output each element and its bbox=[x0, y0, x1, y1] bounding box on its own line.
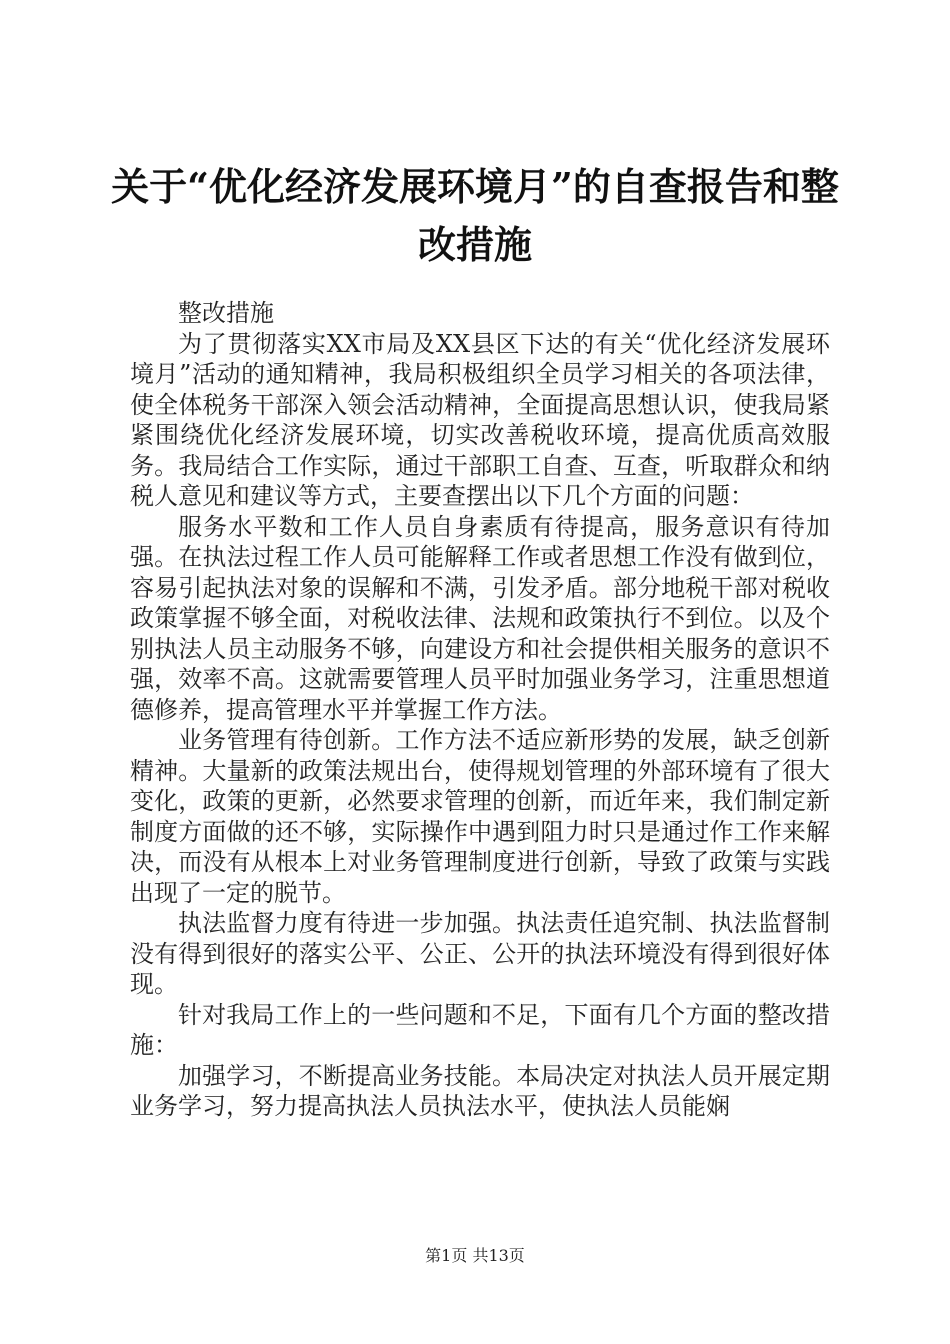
document-title: 关于“优化经济发展环境月”的自查报告和整改措施 bbox=[111, 164, 839, 267]
document-body bbox=[130, 298, 830, 1122]
paragraph-heading: 整改措施 bbox=[178, 299, 274, 327]
paragraph-service-issue: 服务水平数和工作人员自身素质有待提高，服务意识有待加强。在执法过程工作人员可能解释工作或者思想工作没有做到位，容易引起执法对象的误解和不满，引发矛盾。部分地税干部对税收政策掌握不够全面，对税收法律、法规和政策执行不到位。以及个别执法人员主动服务不够，向建设方和社会提供相关服务的意识不强，效率不高。这就需要管理人员平时加强业务学习，注重思想道德修养，提高管理水平并掌握工作方法。 bbox=[130, 512, 830, 724]
paragraph-measure-study: 加强学习，不断提高业务技能。本局决定对执法人员开展定期业务学习，努力提高执法人员执法水平，使执法人员能娴 bbox=[130, 1061, 830, 1120]
paragraph-measures-intro: 针对我局工作上的一些问题和不足，下面有几个方面的整改措施： bbox=[130, 1000, 830, 1059]
page-indicator: 第1页 共13页 bbox=[425, 1246, 525, 1265]
paragraph-supervision-issue: 执法监督力度有待进一步加强。执法责任追究制、执法监督制没有得到很好的落实公平、公正、公开的执法环境没有得到很好体现。 bbox=[130, 909, 830, 998]
paragraph-intro: 为了贯彻落实XX市局及XX县区下达的有关“优化经济发展环境月”活动的通知精神，我局积极组织全员学习相关的各项法律，使全体税务干部深入领会活动精神，全面提高思想认识，使我局紧紧围绕优化经济发展环境，切实改善税收环境，提高优质高效服务。我局结合工作实际，通过干部职工自查、互查，听取群众和纳税人意见和建议等方式，主要查摆出以下几个方面的问题： bbox=[130, 329, 830, 510]
paragraph-innovation-issue: 业务管理有待创新。工作方法不适应新形势的发展，缺乏创新精神。大量新的政策法规出台，使得规划管理的外部环境有了很大变化，政策的更新，必然要求管理的创新，而近年来，我们制定新制度方面做的还不够，实际操作中遇到阻力时只是通过作工作来解决，而没有从根本上对业务管理制度进行创新，导致了政策与实践出现了一定的脱节。 bbox=[130, 726, 830, 907]
